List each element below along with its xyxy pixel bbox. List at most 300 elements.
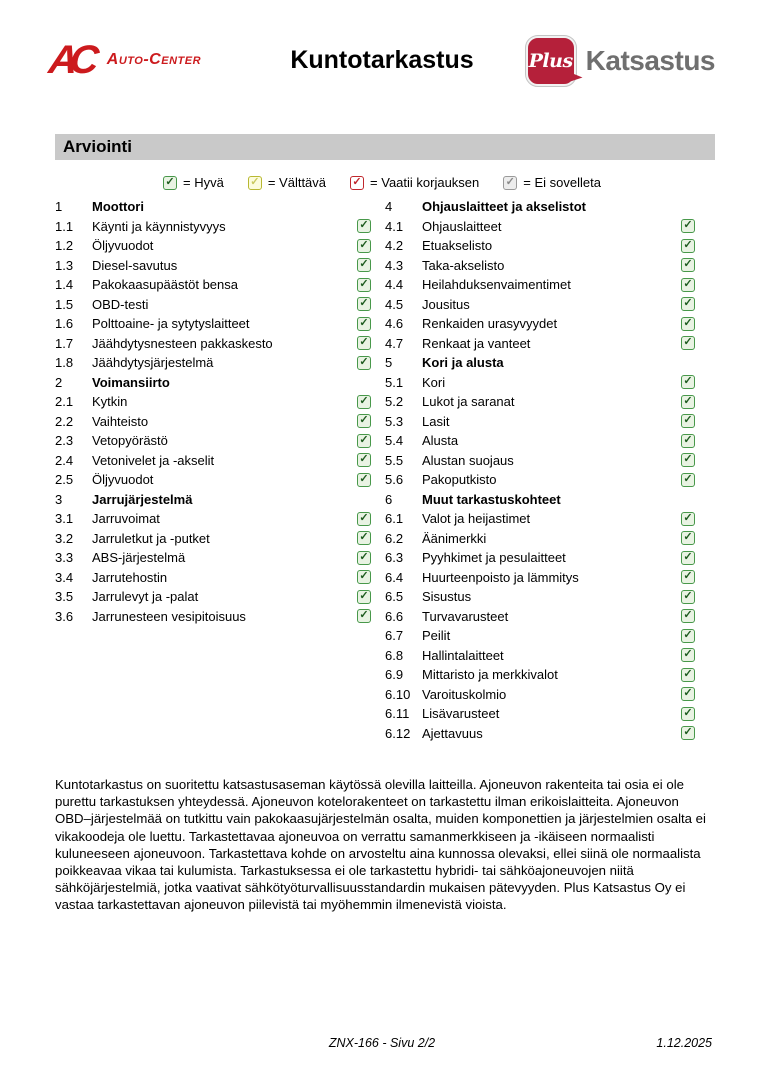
section-title: Voimansiirto <box>92 374 170 390</box>
check-icon: ✓ <box>165 175 175 188</box>
check-icon: ✓ <box>359 433 369 446</box>
checklist-item-3.6 <box>55 607 371 627</box>
disclaimer-text: Kuntotarkastus on suoritettu katsastusaseman käytössä olevilla laitteilla. Ajoneuvon rakenteita tai osia ei ole purettu tarkastuksen yhteydessä. Ajoneuvon kotelorakenteet on tarkastettu ilman erikoislaitteita. Ajoneuvon OBD–järjestelmää on tutkittu vain pakokaasujärjestelmän osalta, muiden komponettien ja järjestelmien osalta ei vikakoodeja ole luettu. Tarkastettavaa ajoneuvoa on verrattu samanmerkkiseen ja -ikäiseen normaalisti kuluneeseen ajoneuvoon. Tarkastettava kohde on arvosteltu aina kunnossa olevaksi, ellei siinä ole normaalista poikkeavaa vikaa tai kulumista. Tarkastuksessa ei ole tarkastettu hybridi- tai sähköajoneuvojen niitä sähköjärjestelmiä, jotka vaativat sähkötyöturvallisuusstandardin mukaisen pätevyyden. Plus Katsastus Oy ei vastaa tarkastettavan ajoneuvon piilevistä tai myöhemmin ilmenevistä vioista. <box>55 777 706 913</box>
section-header-arviointi <box>55 134 715 160</box>
item-label: Renkaat ja vanteet <box>422 335 531 351</box>
item-status-slot <box>356 512 371 526</box>
check-icon: ✓ <box>683 609 693 622</box>
katsastus-logo-text: Katsastus <box>585 45 715 76</box>
checklist-item-5.2 <box>385 392 695 412</box>
item-label: Jarrunesteen vesipitoisuus <box>92 608 246 624</box>
item-label: Renkaiden urasyvyydet <box>422 316 558 332</box>
item-label: Jousitus <box>422 296 470 312</box>
status-checkbox-good <box>357 278 371 292</box>
check-icon: ✓ <box>683 453 693 466</box>
check-icon: ✓ <box>250 175 260 188</box>
item-label: Vetonivelet ja -akselit <box>92 452 215 468</box>
checklist-item-6.1 <box>385 509 695 529</box>
status-checkbox-good <box>681 239 695 253</box>
item-status-slot <box>356 473 371 487</box>
item-status-slot <box>680 219 695 233</box>
checklist-item-4.5 <box>385 295 695 315</box>
report-header <box>46 34 715 94</box>
item-number: 4.1 <box>385 218 404 234</box>
check-icon: ✓ <box>359 511 369 524</box>
checklist-item-2.2 <box>55 412 371 432</box>
item-number: 5.4 <box>385 433 404 449</box>
item-label: Varoituskolmio <box>422 686 507 702</box>
item-number: 1.6 <box>55 316 74 332</box>
checklist-item-3.2 <box>55 529 371 549</box>
status-checkbox-good <box>681 336 695 350</box>
status-checkbox-good <box>681 453 695 467</box>
checklist-item-6.4 <box>385 568 695 588</box>
item-number: 1.8 <box>55 355 74 371</box>
check-icon: ✓ <box>359 589 369 602</box>
check-icon: ✓ <box>683 511 693 524</box>
item-label: Lasit <box>422 413 450 429</box>
checklist-item-5.6 <box>385 470 695 490</box>
item-label: Lukot ja saranat <box>422 394 515 410</box>
section-title: Kori ja alusta <box>422 355 504 371</box>
checklist-item-1.5 <box>55 295 371 315</box>
checklist-item-5.1 <box>385 373 695 393</box>
check-icon: ✓ <box>683 570 693 583</box>
item-label: Turvavarusteet <box>422 608 509 624</box>
item-number: 6.4 <box>385 569 404 585</box>
check-icon: ✓ <box>359 609 369 622</box>
checklist-item-5.5 <box>385 451 695 471</box>
item-number: 4.6 <box>385 316 404 332</box>
section-number: 4 <box>385 199 393 215</box>
checklist-item-4.4 <box>385 275 695 295</box>
checklist-item-1.8 <box>55 353 371 373</box>
item-number: 2.1 <box>55 394 74 410</box>
item-status-slot <box>680 336 695 350</box>
status-checkbox-good <box>357 570 371 584</box>
check-icon: ✓ <box>683 258 693 271</box>
item-label: Vaihteisto <box>92 413 149 429</box>
item-status-slot <box>356 414 371 428</box>
checklist-item-1.1 <box>55 217 371 237</box>
status-checkbox-fair <box>248 176 262 190</box>
item-label: OBD-testi <box>92 296 149 312</box>
checklist-item-4.3 <box>385 256 695 276</box>
status-checkbox-good <box>681 726 695 740</box>
auto-center-monogram-icon: AC <box>46 38 94 82</box>
item-label: Diesel-savutus <box>92 257 178 273</box>
section-title: Jarrujärjestelmä <box>92 491 193 507</box>
item-number: 3.6 <box>55 608 74 624</box>
status-checkbox-good <box>681 434 695 448</box>
status-checkbox-good <box>357 317 371 331</box>
status-checkbox-good <box>357 336 371 350</box>
item-label: Peilit <box>422 628 451 644</box>
status-checkbox-good <box>681 668 695 682</box>
section-number: 2 <box>55 374 63 390</box>
item-number: 3.4 <box>55 569 74 585</box>
item-label: Taka-akselisto <box>422 257 505 273</box>
item-number: 5.5 <box>385 452 404 468</box>
item-label: Pyyhkimet ja pesulaitteet <box>422 550 566 566</box>
checklist-item-6.7 <box>385 626 695 646</box>
item-status-slot <box>680 434 695 448</box>
status-checkbox-good <box>357 258 371 272</box>
check-icon: ✓ <box>683 531 693 544</box>
item-number: 6.6 <box>385 608 404 624</box>
item-status-slot <box>680 414 695 428</box>
status-checkbox-good <box>357 551 371 565</box>
item-label: Valot ja heijastimet <box>422 511 531 527</box>
section-row-1 <box>55 197 371 217</box>
status-checkbox-good <box>681 707 695 721</box>
item-number: 6.5 <box>385 589 404 605</box>
item-status-slot <box>356 239 371 253</box>
section-header-label: Arviointi <box>63 137 132 156</box>
plus-katsastus-logo <box>526 36 715 86</box>
checklist-item-6.6 <box>385 607 695 627</box>
checklist-item-1.4 <box>55 275 371 295</box>
status-checkbox-good <box>681 258 695 272</box>
section-number: 1 <box>55 199 63 215</box>
item-label: Polttoaine- ja sytytyslaitteet <box>92 316 250 332</box>
item-label: Etuakselisto <box>422 238 493 254</box>
checklist-item-6.2 <box>385 529 695 549</box>
section-number: 5 <box>385 355 393 371</box>
item-number: 6.11 <box>385 706 410 722</box>
check-icon: ✓ <box>683 414 693 427</box>
checklist-item-6.12 <box>385 724 695 744</box>
status-checkbox-good <box>357 414 371 428</box>
check-icon: ✓ <box>683 589 693 602</box>
check-icon: ✓ <box>505 175 515 188</box>
status-checkbox-good <box>357 531 371 545</box>
item-number: 6.1 <box>385 511 404 527</box>
checklist-item-1.2 <box>55 236 371 256</box>
check-icon: ✓ <box>359 297 369 310</box>
status-checkbox-good <box>681 609 695 623</box>
checklist-item-2.3 <box>55 431 371 451</box>
item-status-slot <box>356 395 371 409</box>
item-number: 2.5 <box>55 472 74 488</box>
checklist-column-2 <box>385 197 695 743</box>
section-number: 6 <box>385 491 393 507</box>
item-status-slot <box>356 336 371 350</box>
section-title: Ohjauslaitteet ja akselistot <box>422 199 587 215</box>
check-icon: ✓ <box>359 316 369 329</box>
legend-label: = Vaatii korjauksen <box>370 175 480 190</box>
check-icon: ✓ <box>683 336 693 349</box>
item-number: 1.3 <box>55 257 74 273</box>
item-number: 1.7 <box>55 335 74 351</box>
status-checkbox-good <box>357 453 371 467</box>
checklist-item-1.7 <box>55 334 371 354</box>
item-number: 6.10 <box>385 686 411 702</box>
item-number: 2.3 <box>55 433 74 449</box>
item-status-slot <box>680 648 695 662</box>
section-title: Moottori <box>92 199 144 215</box>
item-number: 3.3 <box>55 550 74 566</box>
checklist-item-4.2 <box>385 236 695 256</box>
item-label: Mittaristo ja merkkivalot <box>422 667 558 683</box>
item-status-slot <box>356 570 371 584</box>
footer-date: 1.12.2025 <box>656 1036 712 1050</box>
item-status-slot <box>680 609 695 623</box>
item-label: Vetopyörästö <box>92 433 168 449</box>
item-status-slot <box>680 239 695 253</box>
item-number: 6.3 <box>385 550 404 566</box>
checklist-item-6.8 <box>385 646 695 666</box>
item-number: 6.12 <box>385 725 411 741</box>
legend-item-repair <box>350 175 479 190</box>
check-icon: ✓ <box>359 336 369 349</box>
checklist-item-6.5 <box>385 587 695 607</box>
checklist-item-2.4 <box>55 451 371 471</box>
item-label: Kori <box>422 374 446 390</box>
check-icon: ✓ <box>359 394 369 407</box>
item-number: 5.2 <box>385 394 404 410</box>
checklist-item-6.9 <box>385 665 695 685</box>
legend-item-na <box>503 175 601 190</box>
item-label: Heilahduksenvaimentimet <box>422 277 571 293</box>
checklist-item-3.3 <box>55 548 371 568</box>
checklist-item-2.1 <box>55 392 371 412</box>
item-label: Jäähdytysnesteen pakkaskesto <box>92 335 273 351</box>
check-icon: ✓ <box>359 472 369 485</box>
item-number: 4.5 <box>385 296 404 312</box>
check-icon: ✓ <box>359 453 369 466</box>
checklist-item-3.5 <box>55 587 371 607</box>
item-label: Sisustus <box>422 589 472 605</box>
item-status-slot <box>356 258 371 272</box>
section-row-4 <box>385 197 695 217</box>
item-label: Jarrulevyt ja -palat <box>92 589 199 605</box>
item-number: 5.6 <box>385 472 404 488</box>
check-icon: ✓ <box>683 277 693 290</box>
status-checkbox-good <box>681 531 695 545</box>
legend-label: = Välttävä <box>267 175 327 190</box>
check-icon: ✓ <box>683 238 693 251</box>
status-checkbox-good <box>357 512 371 526</box>
footer-page-reference: ZNX-166 - Sivu 2/2 <box>328 1036 436 1050</box>
item-number: 1.4 <box>55 277 74 293</box>
status-checkbox-good <box>163 176 177 190</box>
inspection-checklist <box>55 197 715 743</box>
status-checkbox-good <box>681 648 695 662</box>
check-icon: ✓ <box>359 531 369 544</box>
check-icon: ✓ <box>683 375 693 388</box>
item-number: 1.5 <box>55 296 74 312</box>
item-status-slot <box>680 570 695 584</box>
section-row-3 <box>55 490 371 510</box>
check-icon: ✓ <box>683 550 693 563</box>
item-number: 4.2 <box>385 238 404 254</box>
item-status-slot <box>356 453 371 467</box>
status-checkbox-good <box>681 278 695 292</box>
item-number: 2.4 <box>55 452 74 468</box>
item-status-slot <box>356 356 371 370</box>
check-icon: ✓ <box>359 219 369 232</box>
item-label: Öljyvuodot <box>92 472 154 488</box>
item-label: Öljyvuodot <box>92 238 154 254</box>
checklist-item-6.11 <box>385 704 695 724</box>
check-icon: ✓ <box>359 414 369 427</box>
section-row-2 <box>55 373 371 393</box>
item-label: Äänimerkki <box>422 530 487 546</box>
checklist-item-1.6 <box>55 314 371 334</box>
status-checkbox-good <box>357 239 371 253</box>
item-status-slot <box>356 434 371 448</box>
item-label: Alustan suojaus <box>422 452 514 468</box>
status-checkbox-good <box>357 219 371 233</box>
check-icon: ✓ <box>359 277 369 290</box>
item-number: 3.1 <box>55 511 74 527</box>
item-number: 4.7 <box>385 335 404 351</box>
item-status-slot <box>680 395 695 409</box>
status-checkbox-good <box>681 395 695 409</box>
auto-center-logo <box>46 38 202 82</box>
section-number: 3 <box>55 491 63 507</box>
item-number: 4.4 <box>385 277 404 293</box>
status-checkbox-good <box>681 219 695 233</box>
status-checkbox-good <box>681 629 695 643</box>
item-number: 6.2 <box>385 530 404 546</box>
item-status-slot <box>356 590 371 604</box>
check-icon: ✓ <box>359 550 369 563</box>
status-checkbox-good <box>357 356 371 370</box>
check-icon: ✓ <box>683 433 693 446</box>
item-label: Lisävarusteet <box>422 706 500 722</box>
check-icon: ✓ <box>359 258 369 271</box>
item-status-slot <box>680 668 695 682</box>
document-title: Kuntotarkastus <box>290 46 474 74</box>
item-number: 6.9 <box>385 667 404 683</box>
item-number: 5.3 <box>385 413 404 429</box>
checklist-item-6.3 <box>385 548 695 568</box>
item-number: 5.1 <box>385 374 404 390</box>
item-label: Huurteenpoisto ja lämmitys <box>422 569 579 585</box>
checklist-item-1.3 <box>55 256 371 276</box>
checklist-item-4.7 <box>385 334 695 354</box>
plus-badge-icon <box>526 36 576 86</box>
check-icon: ✓ <box>683 706 693 719</box>
item-number: 1.2 <box>55 238 74 254</box>
item-status-slot <box>680 726 695 740</box>
item-label: Kytkin <box>92 394 128 410</box>
item-number: 6.8 <box>385 647 404 663</box>
status-checkbox-good <box>681 414 695 428</box>
checklist-item-4.1 <box>385 217 695 237</box>
check-icon: ✓ <box>683 628 693 641</box>
item-status-slot <box>680 590 695 604</box>
section-title: Muut tarkastuskohteet <box>422 491 561 507</box>
item-status-slot <box>680 551 695 565</box>
check-icon: ✓ <box>683 297 693 310</box>
item-status-slot <box>680 375 695 389</box>
item-label: Ohjauslaitteet <box>422 218 502 234</box>
item-status-slot <box>680 629 695 643</box>
status-checkbox-repair <box>350 176 364 190</box>
item-status-slot <box>680 473 695 487</box>
check-icon: ✓ <box>683 316 693 329</box>
status-checkbox-good <box>681 375 695 389</box>
item-label: Hallintalaitteet <box>422 647 504 663</box>
section-row-6 <box>385 490 695 510</box>
status-checkbox-good <box>357 395 371 409</box>
status-checkbox-good <box>357 297 371 311</box>
item-status-slot <box>680 512 695 526</box>
item-label: Pakokaasupäästöt bensa <box>92 277 238 293</box>
check-icon: ✓ <box>683 219 693 232</box>
status-checkbox-good <box>681 297 695 311</box>
status-checkbox-good <box>357 590 371 604</box>
item-status-slot <box>356 219 371 233</box>
check-icon: ✓ <box>359 355 369 368</box>
checklist-column-1 <box>55 197 371 626</box>
status-legend <box>0 175 764 190</box>
item-label: ABS-järjestelmä <box>92 550 186 566</box>
checklist-item-5.4 <box>385 431 695 451</box>
status-checkbox-good <box>681 317 695 331</box>
item-status-slot <box>356 278 371 292</box>
status-checkbox-good <box>681 570 695 584</box>
item-status-slot <box>356 609 371 623</box>
status-checkbox-na <box>503 176 517 190</box>
legend-label: = Ei sovelleta <box>523 175 601 190</box>
item-status-slot <box>680 453 695 467</box>
status-checkbox-good <box>681 590 695 604</box>
checklist-item-3.1 <box>55 509 371 529</box>
status-checkbox-good <box>357 434 371 448</box>
check-icon: ✓ <box>683 394 693 407</box>
item-label: Alusta <box>422 433 459 449</box>
section-row-5 <box>385 353 695 373</box>
item-number: 3.5 <box>55 589 74 605</box>
item-number: 3.2 <box>55 530 74 546</box>
item-label: Pakoputkisto <box>422 472 497 488</box>
item-status-slot <box>356 551 371 565</box>
item-status-slot <box>680 258 695 272</box>
item-status-slot <box>356 531 371 545</box>
plus-badge-text: Plus <box>528 50 573 72</box>
status-checkbox-good <box>357 473 371 487</box>
item-status-slot <box>680 707 695 721</box>
check-icon: ✓ <box>683 648 693 661</box>
status-checkbox-good <box>681 512 695 526</box>
item-label: Käynti ja käynnistyvyys <box>92 218 226 234</box>
check-icon: ✓ <box>359 238 369 251</box>
item-status-slot <box>680 531 695 545</box>
checklist-item-2.5 <box>55 470 371 490</box>
item-number: 4.3 <box>385 257 404 273</box>
item-status-slot <box>356 317 371 331</box>
item-number: 1.1 <box>55 218 74 234</box>
checklist-item-3.4 <box>55 568 371 588</box>
check-icon: ✓ <box>683 667 693 680</box>
item-status-slot <box>680 297 695 311</box>
legend-label: = Hyvä <box>183 175 224 190</box>
checklist-item-5.3 <box>385 412 695 432</box>
item-label: Ajettavuus <box>422 725 483 741</box>
check-icon: ✓ <box>683 726 693 739</box>
status-checkbox-good <box>681 687 695 701</box>
item-label: Jarrutehostin <box>92 569 168 585</box>
check-icon: ✓ <box>352 175 362 188</box>
checklist-item-6.10 <box>385 685 695 705</box>
legend-item-good <box>163 175 224 190</box>
status-checkbox-good <box>681 551 695 565</box>
check-icon: ✓ <box>683 472 693 485</box>
